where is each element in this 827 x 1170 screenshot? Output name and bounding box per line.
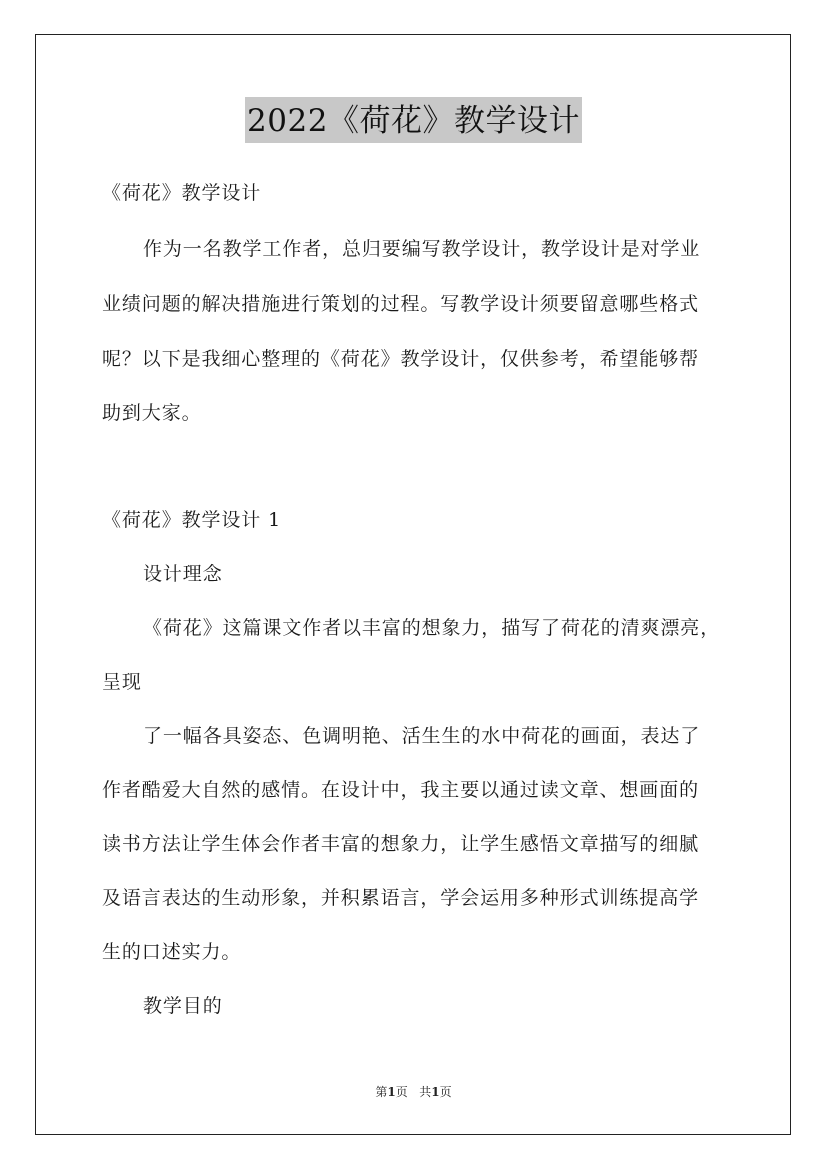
total-suffix: 页: [439, 1085, 452, 1099]
page-prefix: 第: [375, 1085, 388, 1099]
paragraph-line: 读书方法让学生体会作者丰富的想象力，让学生感悟文章描写的细腻: [102, 833, 700, 855]
paragraph-line: 作为一名教学工作者，总归要编写教学设计，教学设计是对学业: [143, 238, 701, 260]
paragraph-line: 呈现: [102, 671, 142, 693]
subsection-heading: 教学目的: [143, 995, 223, 1017]
paragraph-line: 了一幅各具姿态、色调明艳、活生生的水中荷花的画面，表达了: [143, 725, 701, 747]
document-title: 2022《荷花》教学设计: [245, 97, 582, 143]
paragraph-line: 助到大家。: [102, 402, 202, 424]
section-heading: 《荷花》教学设计 1: [102, 509, 282, 531]
page-footer: [0, 1084, 827, 1100]
paragraph-line: 呢？以下是我细心整理的《荷花》教学设计，仅供参考，希望能够帮: [102, 348, 700, 370]
paragraph-line: 《荷花》这篇课文作者以丰富的想象力，描写了荷花的清爽漂亮，: [143, 617, 721, 639]
paragraph-line: 及语言表达的生动形象，并积累语言，学会运用多种形式训练提高学: [102, 887, 700, 909]
paragraph-line: 业绩问题的解决措施进行策划的过程。写教学设计须要留意哪些格式: [102, 293, 700, 315]
paragraph-line: 作者酷爱大自然的感情。在设计中，我主要以通过读文章、想画面的: [102, 779, 700, 801]
page-suffix: 页: [395, 1085, 408, 1099]
title-container: [0, 97, 827, 143]
total-prefix: 共: [419, 1085, 432, 1099]
total-pages: 1: [431, 1085, 440, 1099]
section-heading: 《荷花》教学设计: [102, 182, 262, 204]
paragraph-line: 生的口述实力。: [102, 941, 242, 963]
page-number: 1: [387, 1085, 396, 1099]
subsection-heading: 设计理念: [143, 563, 223, 585]
